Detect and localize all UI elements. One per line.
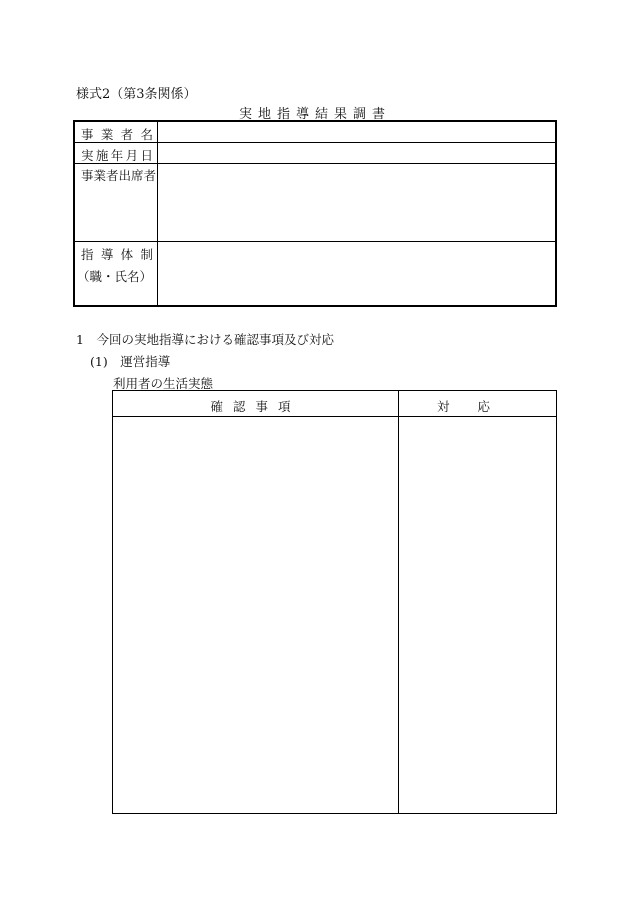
confirm-items-cell[interactable] xyxy=(113,417,398,812)
business-name-label: 事 業 者 名 xyxy=(81,127,153,142)
business-info-table xyxy=(73,120,557,307)
response-header: 対応 xyxy=(436,399,518,414)
guidance-system-label: 指 導 体 制 xyxy=(81,247,153,262)
section-1-heading: 1 今回の実地指導における確認事項及び対応 xyxy=(76,332,334,347)
inspection-date-label: 実 施 年 月 日 xyxy=(81,148,153,163)
response-cell[interactable] xyxy=(399,417,555,812)
inspection-date-field[interactable] xyxy=(158,143,556,163)
confirm-items-header: 確認事項 xyxy=(210,399,301,414)
section-1-1-heading: (1) 運営指導 xyxy=(90,354,171,369)
document-title: 実地指導結果調書 xyxy=(238,107,391,122)
subsection-heading: 利用者の生活実態 xyxy=(113,376,214,391)
business-name-field[interactable] xyxy=(158,122,556,142)
guidance-system-sublabel: （職・氏名） xyxy=(77,269,153,284)
attendees-label: 事業者出席者 xyxy=(81,168,157,183)
attendees-field[interactable] xyxy=(158,164,556,241)
confirmation-table xyxy=(112,390,557,814)
guidance-system-field[interactable] xyxy=(158,242,556,305)
form-number-label: 様式2（第3条関係） xyxy=(76,87,197,102)
